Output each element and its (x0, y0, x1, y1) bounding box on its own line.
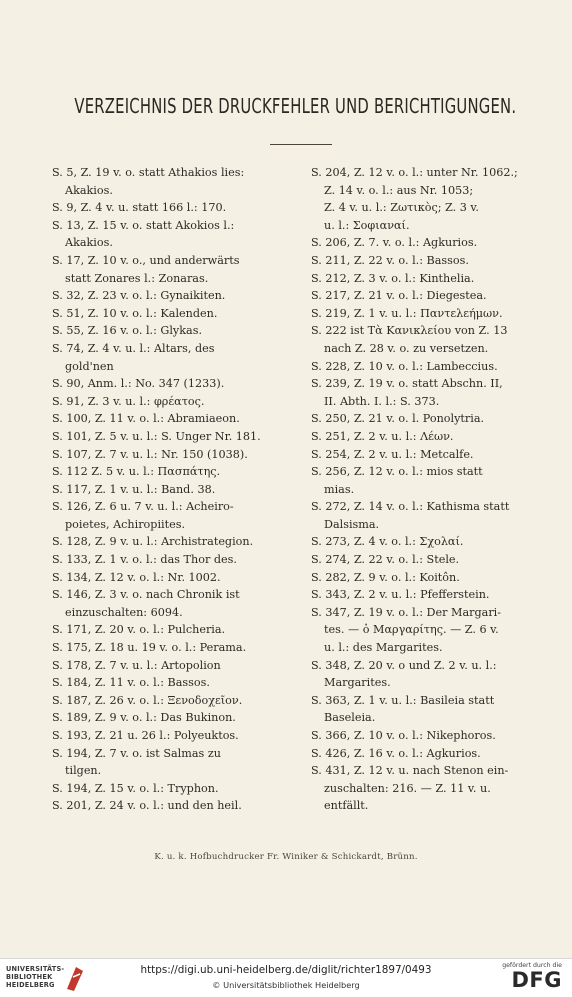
erratum-entry (52, 709, 282, 727)
erratum-line: S. 55, Z. 16 v. o. l.: Glykas. (52, 324, 203, 338)
erratum-line: S. 117, Z. 1 v. u. l.: Band. 38. (52, 482, 216, 496)
erratum-entry (311, 234, 547, 252)
erratum-continuation: Akakios. (65, 183, 113, 197)
erratum-entry (311, 428, 547, 446)
erratum-line: S. 17, Z. 10 v. o., und anderwärts (52, 253, 240, 267)
erratum-entry (52, 621, 282, 639)
erratum-line: S. 343, Z. 2 v. u. l.: Pfefferstein. (311, 588, 490, 602)
erratum-continuation: einzuschalten: 6094. (65, 605, 183, 619)
erratum-entry (52, 780, 282, 798)
erratum-entry (52, 745, 282, 780)
erratum-entry (311, 164, 547, 234)
erratum-line: S. 211, Z. 22 v. o. l.: Bassos. (311, 253, 469, 267)
erratum-line: S. 347, Z. 19 v. o. l.: Der Margari- (311, 605, 502, 619)
erratum-entry (311, 410, 547, 428)
erratum-entry (52, 340, 282, 375)
viewer-footer (0, 958, 572, 997)
logo-line-3: HEIDELBERG (6, 981, 55, 989)
erratum-line: S. 251, Z. 2 v. u. l.: Λέων. (311, 429, 454, 443)
erratum-line: S. 100, Z. 11 v. o. l.: Abramiaeon. (52, 412, 240, 426)
erratum-line: S. 348, Z. 20 v. o und Z. 2 v. u. l.: (311, 658, 497, 672)
erratum-entry (311, 270, 547, 288)
erratum-line: S. 74, Z. 4 v. u. l.: Altars, des (52, 341, 215, 355)
erratum-entry (52, 463, 282, 481)
erratum-entry (311, 358, 547, 376)
erratum-line: S. 274, Z. 22 v. o. l.: Stele. (311, 553, 460, 567)
erratum-line: S. 112 Z. 5 v. u. l.: Πασπάτης. (52, 465, 221, 479)
right-column (311, 164, 547, 815)
erratum-line: S. 366, Z. 10 v. o. l.: Nikephoros. (311, 729, 496, 742)
erratum-entry (52, 551, 282, 569)
erratum-entry (311, 463, 547, 498)
erratum-entry (52, 375, 282, 393)
erratum-continuation: tes. — ὁ Μαργαρίτης. — Z. 6 v. (324, 623, 499, 637)
erratum-entry (311, 692, 547, 727)
logo-line-1: UNIVERSITÄTS- (6, 965, 65, 973)
erratum-continuation: mias. (324, 482, 355, 496)
erratum-entry (311, 569, 547, 587)
erratum-entry (311, 586, 547, 604)
dfg-logo[interactable] (498, 962, 562, 991)
erratum-line: S. 101, Z. 5 v. u. l.: S. Unger Nr. 181. (52, 429, 261, 443)
erratum-entry (311, 498, 547, 533)
erratum-continuation: Z. 4 v. u. l.: Ζωτικὸς; Z. 3 v. (324, 201, 479, 215)
erratum-entry (52, 569, 282, 587)
erratum-entry (52, 322, 282, 340)
erratum-line: S. 146, Z. 3 v. o. nach Chronik ist (52, 588, 240, 602)
erratum-entry (52, 533, 282, 551)
erratum-entry (52, 498, 282, 533)
erratum-continuation: Z. 14 v. o. l.: aus Nr. 1053; (324, 183, 474, 197)
erratum-entry (311, 533, 547, 551)
erratum-entry (52, 727, 282, 745)
printer-imprint: K. u. k. Hofbuchdrucker Fr. Winiker & Schickardt, Brünn. (154, 852, 418, 862)
erratum-line: S. 256, Z. 12 v. o. l.: mios statt (311, 465, 483, 479)
erratum-continuation: Baseleia. (324, 711, 376, 725)
erratum-line: S. 90, Anm. l.: No. 347 (1233). (52, 377, 225, 391)
erratum-entry (52, 674, 282, 692)
erratum-continuation: poietes, Achiropiites. (65, 517, 186, 531)
erratum-entry (311, 604, 547, 657)
erratum-entry (52, 305, 282, 323)
erratum-line: S. 228, Z. 10 v. o. l.: Lambeccius. (311, 359, 498, 373)
erratum-line: S. 254, Z. 2 v. u. l.: Metcalfe. (311, 447, 474, 461)
erratum-line: S. 133, Z. 1 v. o. l.: das Thor des. (52, 553, 237, 567)
erratum-entry (311, 305, 547, 323)
erratum-line: S. 282, Z. 9 v. o. l.: Koitôn. (311, 570, 460, 584)
erratum-entry (311, 745, 547, 763)
erratum-entry (52, 217, 282, 252)
erratum-continuation: tilgen. (65, 764, 102, 778)
erratum-line: S. 206, Z. 7. v. o. l.: Agkurios. (311, 236, 478, 250)
erratum-line: S. 194, Z. 15 v. o. l.: Tryphon. (52, 781, 219, 795)
erratum-line: S. 107, Z. 7 v. u. l.: Nr. 150 (1038). (52, 447, 248, 461)
erratum-entry (52, 199, 282, 217)
erratum-entry (52, 692, 282, 710)
erratum-line: S. 201, Z. 24 v. o. l.: und den heil. (52, 799, 242, 813)
erratum-line: S. 171, Z. 20 v. o. l.: Pulcheria. (52, 623, 226, 637)
erratum-line: S. 250, Z. 21 v. o. l. Ponolytria. (311, 412, 485, 426)
erratum-line: S. 175, Z. 18 u. 19 v. o. l.: Perama. (52, 641, 247, 655)
erratum-entry (52, 446, 282, 464)
erratum-continuation: u. l.: des Margarites. (324, 641, 443, 655)
left-column (52, 164, 282, 815)
erratum-entry (311, 551, 547, 569)
erratum-line: S. 272, Z. 14 v. o. l.: Kathisma statt (311, 500, 510, 514)
erratum-entry (52, 410, 282, 428)
erratum-entry (52, 428, 282, 446)
erratum-entry (52, 797, 282, 815)
erratum-entry (52, 639, 282, 657)
erratum-entry (311, 287, 547, 305)
erratum-continuation: II. Abth. I. l.: S. 373. (324, 394, 440, 408)
erratum-line: S. 5, Z. 19 v. o. statt Athakios lies: (52, 166, 245, 179)
erratum-entry (52, 481, 282, 499)
erratum-continuation: Margarites. (324, 676, 391, 690)
erratum-line: S. 189, Z. 9 v. o. l.: Das Bukinon. (52, 711, 236, 725)
erratum-entry (52, 393, 282, 411)
erratum-line: S. 193, Z. 21 u. 26 l.: Polyeuktos. (52, 729, 239, 742)
erratum-continuation: entfällt. (324, 799, 369, 813)
erratum-continuation: statt Zonares l.: Zonaras. (65, 271, 209, 285)
erratum-continuation: Dalsisma. (324, 517, 380, 531)
erratum-continuation: nach Z. 28 v. o. zu versetzen. (324, 341, 489, 355)
page-title: VERZEICHNIS DER DRUCKFEHLER UND BERICHTIGUNGEN. (74, 94, 517, 118)
title-rule (270, 144, 332, 145)
erratum-line: S. 426, Z. 16 v. o. l.: Agkurios. (311, 746, 481, 760)
erratum-line: S. 204, Z. 12 v. o. l.: unter Nr. 1062.; (311, 166, 518, 179)
erratum-line: S. 134, Z. 12 v. o. l.: Nr. 1002. (52, 570, 221, 584)
logo-line-2: BIBLIOTHEK (6, 973, 53, 981)
erratum-line: S. 51, Z. 10 v. o. l.: Kalenden. (52, 306, 218, 320)
erratum-entry (52, 586, 282, 621)
erratum-entry (52, 287, 282, 305)
erratum-entry (311, 375, 547, 410)
erratum-line: S. 178, Z. 7 v. u. l.: Artopolion (52, 658, 221, 672)
dfg-funding-text: gefördert durch die (502, 962, 562, 969)
erratum-entry (311, 322, 547, 357)
erratum-entry (311, 446, 547, 464)
erratum-line: S. 222 ist Τὰ Κανικλείου von Z. 13 (311, 324, 508, 338)
erratum-continuation: u. l.: Σοφιαναί. (324, 218, 410, 232)
erratum-line: S. 239, Z. 19 v. o. statt Abschn. II, (311, 377, 503, 391)
erratum-entry (52, 252, 282, 287)
dfg-wordmark: DFG (511, 968, 562, 992)
erratum-line: S. 13, Z. 15 v. o. statt Akokios l.: (52, 218, 235, 232)
erratum-entry (311, 727, 547, 745)
erratum-line: S. 219, Z. 1 v. u. l.: Παντελεήμων. (311, 306, 503, 320)
erratum-entry (311, 762, 547, 815)
erratum-continuation: gold'nen (65, 359, 114, 373)
erratum-entry (311, 252, 547, 270)
erratum-line: S. 187, Z. 26 v. o. l.: Ξενοδοχεῖον. (52, 693, 243, 707)
erratum-entry (311, 657, 547, 692)
page-url-link[interactable]: https://digi.ub.uni-heidelberg.de/diglit/richter1897/0493 (140, 964, 432, 976)
erratum-line: S. 194, Z. 7 v. o. ist Salmas zu (52, 746, 221, 760)
erratum-line: S. 363, Z. 1 v. u. l.: Basileia statt (311, 693, 495, 707)
copyright-notice: © Universitätsbibliothek Heidelberg (212, 980, 360, 990)
erratum-entry (52, 164, 282, 199)
erratum-line: S. 126, Z. 6 u. 7 v. u. l.: Acheiro- (52, 500, 234, 514)
erratum-line: S. 128, Z. 9 v. u. l.: Archistrategion. (52, 535, 254, 549)
erratum-line: S. 273, Z. 4 v. o. l.: Σχολαί. (311, 535, 464, 549)
erratum-line: S. 184, Z. 11 v. o. l.: Bassos. (52, 676, 210, 690)
erratum-line: S. 91, Z. 3 v. u. l.: φρέατος. (52, 394, 205, 408)
erratum-continuation: Akakios. (65, 236, 113, 250)
erratum-line: S. 431, Z. 12 v. u. nach Stenon ein- (311, 764, 509, 778)
erratum-entry (52, 657, 282, 675)
erratum-line: S. 32, Z. 23 v. o. l.: Gynaikiten. (52, 289, 226, 303)
erratum-line: S. 9, Z. 4 v. u. statt 166 l.: 170. (52, 201, 227, 215)
erratum-line: S. 212, Z. 3 v. o. l.: Kinthelia. (311, 271, 475, 285)
erratum-continuation: zuschalten: 216. — Z. 11 v. u. (324, 781, 491, 795)
erratum-line: S. 217, Z. 21 v. o. l.: Diegestea. (311, 289, 487, 303)
